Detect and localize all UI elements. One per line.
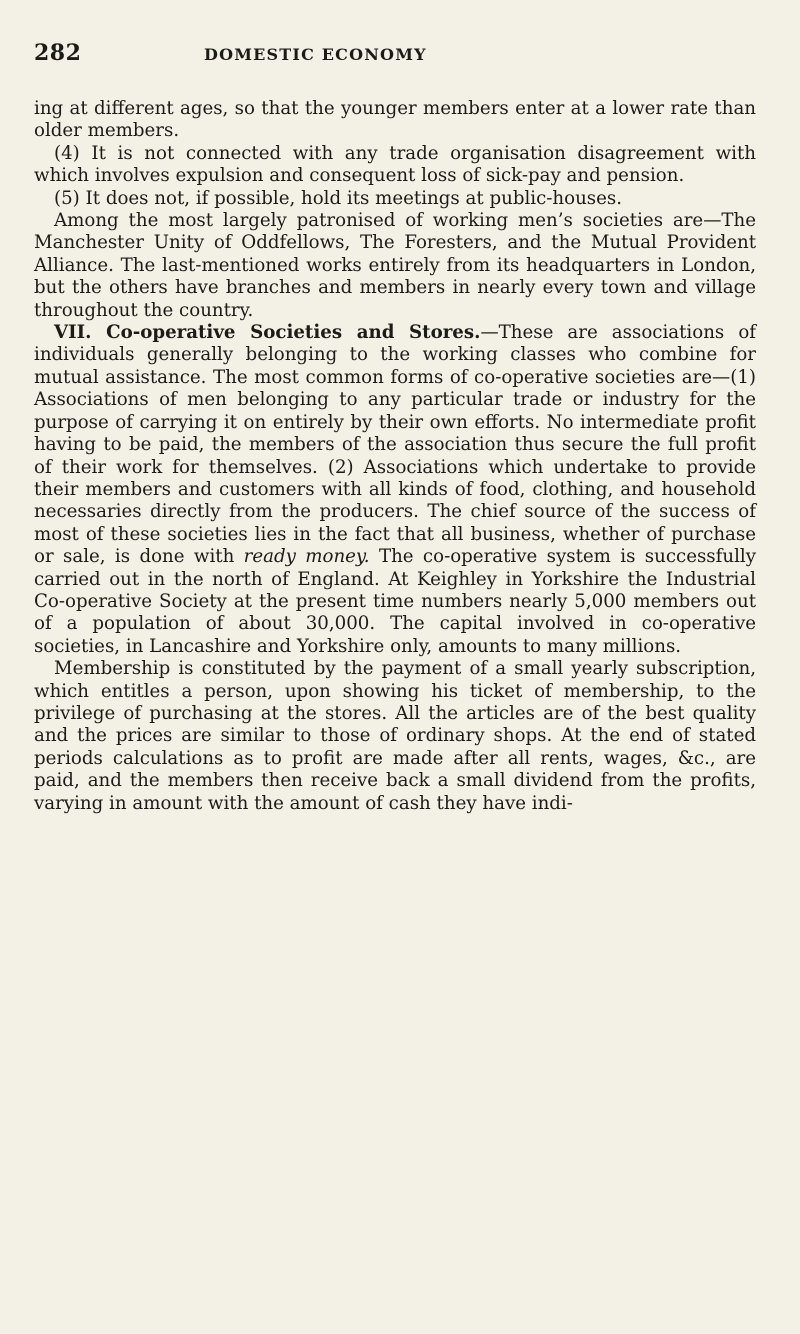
section-heading: VII. Co-operative Societies and Stores. (54, 322, 481, 344)
running-title: DOMESTIC ECONOMY (204, 45, 427, 64)
body-text (34, 98, 756, 815)
section-text-b: The co-operative system is successfully carried out in the north of England. At Keighley in Yorkshire the Industrial Co-operative Society at the present time numbers nearly 5,000 members out of a population of about 30,000. The capital involved in co-operative societies, in Lancashire and Yorkshire only, amounts to many millions. (34, 546, 756, 657)
paragraph-membership: Membership is constituted by the payment of a small yearly subscription, which entitles a person, upon showing his ticket of membership, to the privilege of purchasing at the stores. All the articles are of the best quality and the prices are similar to those of ordinary shops. At the end of stated periods calculations as to profit are made after all rents, wages, &c., are paid, and the members then receive back a small dividend from the profits, varying in amount with the amount of cash they have indi- (34, 658, 756, 814)
section-text-a: —These are associations of individuals generally belonging to the working classes who combine for mutual assistance. The most common forms of co-operative societies are—(1) Associations of men belonging to any particular trade or industry for the purpose of carrying it on entirely by their own efforts. No intermediate profit having to be paid, the members of the association thus secure the full profit of their work for themselves. (2) Associations which undertake to provide their members and customers with all kinds of food, clothing, and household necessaries directly from the producers. The chief source of the success of most of these societies lies in the fact that all business, whether of purchase or sale, is done with (34, 322, 757, 568)
running-head (34, 40, 756, 70)
paragraph-point-4: (4) It is not connected with any trade organisation disagreement with which involves expulsion and consequent loss of sick-pay and pension. (34, 142, 756, 187)
paragraph-cooperative (34, 322, 756, 658)
paragraph-point-5: (5) It does not, if possible, hold its meetings at public-houses. (54, 187, 623, 209)
paragraph-societies: Among the most largely patronised of working men’s societies are—The Manchester Unity of Oddfellows, The Foresters, and the Mutual Provident Alliance. The last-mentioned works entirely from its headquarters in London, but the others have branches and members in nearly every town and village throughout the country. (34, 210, 756, 321)
book-page (34, 40, 756, 815)
paragraph-continuation: ing at different ages, so that the younger members enter at a lower rate than older members. (34, 98, 756, 142)
page-number: 282 (34, 40, 82, 66)
emphasis-text: ready money. (243, 546, 370, 568)
